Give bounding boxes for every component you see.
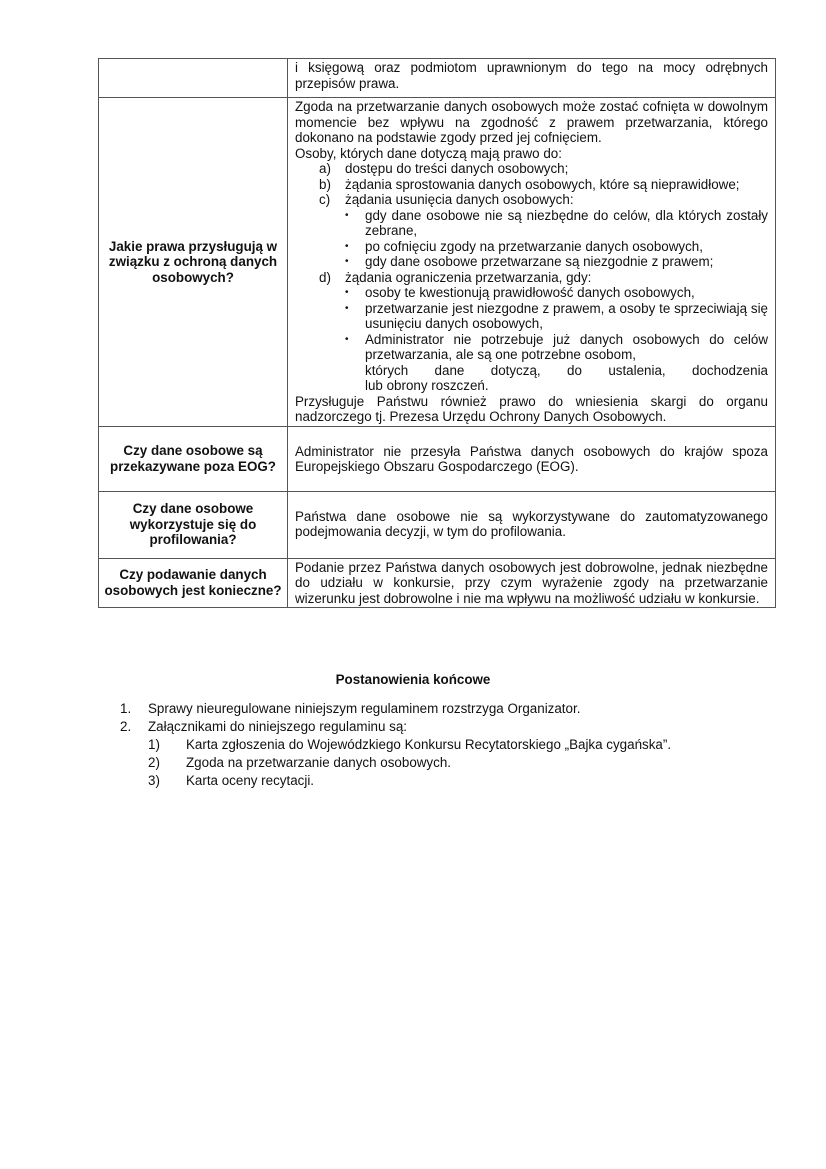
bullet-item <box>295 285 768 301</box>
list-marker: d) <box>319 269 331 285</box>
bullet-continuation: lub obrony roszczeń. <box>365 378 489 393</box>
table-row <box>99 558 776 608</box>
list-item-text: Załącznikami do niniejszego regulaminu są: <box>148 719 408 734</box>
answer-cell: Podanie przez Państwa danych osobowych jest dobrowolne, jednak niezbędne do udziału w konkursie, przy czym wyrażenie zgody na przetwarzanie wizerunku jest dobrowolne i nie ma wpływu na możliwość udziału w konkursie. <box>288 558 776 608</box>
list-marker: 1) <box>148 737 160 752</box>
table-row <box>99 426 776 491</box>
list-marker: 2. <box>120 719 132 734</box>
list-item <box>120 700 760 718</box>
list-marker: 3) <box>148 773 160 788</box>
bullet-text: przetwarzanie jest niezgodne z prawem, a osoby te sprzeciwiają się usunięciu danych osobowych, <box>365 300 768 331</box>
list-marker: a) <box>319 161 331 176</box>
answer-cell: Administrator nie przesyła Państwa danych osobowych do krajów spoza Europejskiego Obszaru Gospodarczego (EOG). <box>288 426 776 491</box>
bullet-text: gdy dane osobowe przetwarzane są niezgodnie z prawem; <box>365 254 714 269</box>
bullet-text: Administrator nie potrzebuje już danych osobowych do celów przetwarzania, ale są one potrzebne osobom, <box>365 331 768 362</box>
question-cell <box>99 59 288 98</box>
table-row <box>99 491 776 558</box>
bullet-icon: • <box>345 240 349 252</box>
list-marker: c) <box>319 192 331 207</box>
attachment-text: Karta zgłoszenia do Wojewódzkiego Konkursu Recytatorskiego „Bajka cygańska”. <box>186 737 672 752</box>
bullet-item <box>295 254 768 270</box>
attachment-item <box>120 754 760 772</box>
consent-withdrawal-text: Zgoda na przetwarzanie danych osobowych może zostać cofnięta w dowolnym momencie bez wpływu na zgodność z prawem przetwarzania, którego dokonano na podstawie zgody przed jej cofnięciem. <box>295 99 768 145</box>
bullet-item <box>295 332 768 363</box>
list-item-text: żądania usunięcia danych osobowych: <box>345 192 574 207</box>
attachment-item <box>120 736 760 754</box>
bullet-icon: • <box>345 302 349 314</box>
list-marker: 1. <box>120 701 132 716</box>
bullet-icon: • <box>345 287 349 298</box>
list-item <box>295 177 768 193</box>
rights-intro: Osoby, których dane dotyczą mają prawo do: <box>295 145 562 161</box>
attachment-text: Karta oceny recytacji. <box>186 773 315 788</box>
list-item <box>295 192 768 208</box>
bullet-text: gdy dane osobowe nie są niezbędne do celów, dla których zostały zebrane, <box>365 207 768 238</box>
question-cell: Czy dane osobowe wykorzystuje się do profilowania? <box>99 491 288 558</box>
list-item-text: żądania ograniczenia przetwarzania, gdy: <box>345 269 592 285</box>
list-item <box>120 718 760 736</box>
table-row <box>99 98 776 427</box>
final-provisions-list <box>120 700 760 790</box>
bullet-continuation: których dane dotyczą, do ustalenia, dochodzenia <box>365 362 768 378</box>
answer-cell <box>288 98 776 427</box>
answer-cell: Państwa dane osobowe nie są wykorzystywane do zautomatyzowanego podejmowania decyzji, w tym do profilowania. <box>288 491 776 558</box>
section-heading: Postanowienia końcowe <box>335 672 491 687</box>
complaint-text: Przysługuje Państwu również prawo do wniesienia skargi do organu nadzorczego tj. Prezesa Urzędu Ochrony Danych Osobowych. <box>295 393 768 424</box>
bullet-text: osoby te kwestionują prawidłowość danych osobowych, <box>365 285 695 300</box>
list-item-text: żądania sprostowania danych osobowych, które są nieprawidłowe; <box>345 176 740 192</box>
question-cell: Czy dane osobowe są przekazywane poza EOG? <box>99 426 288 491</box>
bullet-item <box>295 208 768 239</box>
bullet-text: po cofnięciu zgody na przetwarzanie danych osobowych, <box>365 238 703 254</box>
list-marker: b) <box>319 176 331 192</box>
attachment-text: Zgoda na przetwarzanie danych osobowych. <box>186 755 451 770</box>
answer-cell: i księgową oraz podmiotom uprawnionym do tego na mocy odrębnych przepisów prawa. <box>288 59 776 98</box>
bullet-icon: • <box>345 209 349 221</box>
list-marker: 2) <box>148 755 160 770</box>
list-item-text: dostępu do treści danych osobowych; <box>345 161 569 176</box>
bullet-icon: • <box>345 256 349 267</box>
question-cell: Czy podawanie danych osobowych jest konieczne? <box>99 558 288 608</box>
bullet-item <box>295 239 768 255</box>
bullet-item <box>295 301 768 332</box>
list-item <box>295 161 768 177</box>
question-cell: Jakie prawa przysługują w związku z ochroną danych osobowych? <box>99 98 288 427</box>
attachment-item <box>120 772 760 790</box>
table-row <box>99 59 776 98</box>
list-item-text: Sprawy nieuregulowane niniejszym regulaminem rozstrzyga Organizator. <box>148 701 581 716</box>
bullet-icon: • <box>345 333 349 345</box>
list-item <box>295 270 768 286</box>
gdpr-info-table <box>98 58 776 608</box>
